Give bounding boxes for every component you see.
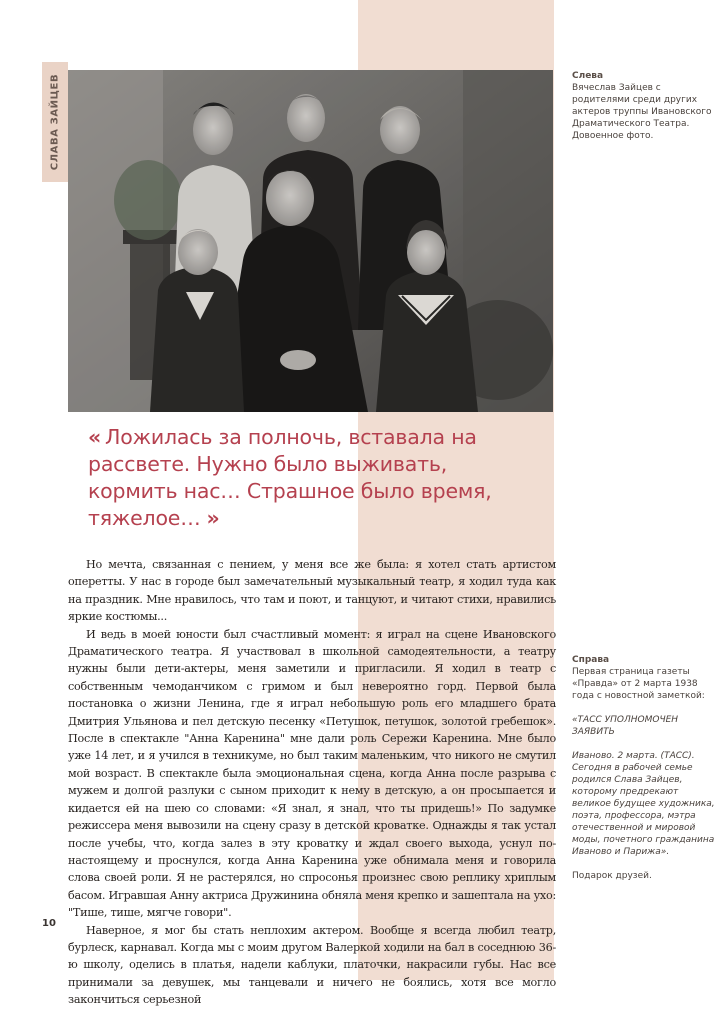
caption-right-footer: Подарок друзей. <box>572 871 652 881</box>
caption-right-quote-title: «ТАСС УПОЛНОМОЧЕН ЗАЯВИТЬ <box>572 715 679 737</box>
caption-left <box>572 70 720 142</box>
family-photo <box>68 70 553 412</box>
section-tab-label: СЛАВА ЗАЙЦЕВ <box>49 73 61 171</box>
caption-left-heading: Слева <box>572 71 604 81</box>
family-photo-image <box>68 70 553 412</box>
quote-text: Ложилась за полночь, вставала на рассвете. Нужно было выживать, кормить нас… Страшное было время, тяжелое… <box>88 425 492 530</box>
page-number: 10 <box>42 918 56 929</box>
body-paragraph-1: Но мечта, связанная с пением, у меня все же была: я хотел стать артистом оперетты. У нас в городе был замечательный музыкальный театр, я ходил туда как на праздник. Мне нравилось, что там и поют, и танцуют, и читают стихи, нравились яркие костюмы... <box>68 558 556 624</box>
quote-close-mark: » <box>206 506 220 530</box>
pull-quote <box>88 424 528 532</box>
caption-right <box>572 654 720 882</box>
caption-right-text: Первая страница газеты «Правда» от 2 марта 1938 года с новостной заметкой: <box>572 667 705 701</box>
quote-open-mark: « <box>88 425 102 449</box>
section-tab <box>42 62 68 182</box>
caption-right-quote-body: Иваново. 2 марта. (ТАСС). Сегодня в рабочей семье родился Слава Зайцев, которому предрекают великое будущее художника, поэта, профессора, мэтра отечественной и мировой моды, почетного гражданина Иваново и Парижа». <box>572 751 715 857</box>
body-paragraph-3: Наверное, я мог бы стать неплохим актером. Вообще я всегда любил театр, бурлеск, карнавал. Когда мы с моим другом Валеркой ходили на бал в соседнюю 36-ю школу, оделись в платья, надели каблуки, платочки, накрасили губы. Нас все принимали за девушек, мы танцевали и ничего не боялись, хотя все могло закончиться серьезной <box>68 923 556 1007</box>
caption-left-text: Вячеслав Зайцев с родителями среди других актеров труппы Ивановского Драматического Театра. Довоенное фото. <box>572 83 712 141</box>
caption-right-heading: Справа <box>572 655 610 665</box>
article-body <box>68 556 556 1009</box>
body-paragraph-2: И ведь в моей юности был счастливый момент: я играл на сцене Ивановского Драматического театра. Я участвовал в школьной самодеятельности, а театру нужны были дети-актеры, меня заметили и пригласили. Я ходил в театр с собственным чемоданчиком с гримом и был невероятно горд. Первой была постановка о жизни Ленина, где я играл небольшую роль его младшего брата Дмитрия Ульянова и пел детскую песенку «Петушок, петушок, золотой гребешок». После в спектакле "Анна Каренина" мне дали роль Сережи Каренина. Мне было уже 14 лет, и я учился в техникуме, но был таким маленьким, что никого не смутил мой возраст. В спектакле была эмоциональная сцена, когда Анна после разрыва с мужем и долгой разлуки с сыном приходит к нему в детскую, а он просыпается и кидается ей на шею со словами: «Я знал, я знал, что ты придешь!» По задумке режиссера меня вывозили на сцену сразу в детской кроватке. Однажды я так устал после учебы, что, когда залез в эту кроватку и ждал своего выхода, уснул по-настоящему и проснулся, когда Анна Каренина уже обнимала меня и говорила слова своей роли. Я не растерялся, но спросонья произнес свою реплику хриплым басом. Игравшая Анну актриса Дружинина обняла меня крепко и зашептала на ухо: "Тише, тише, мягче говори". <box>68 627 556 920</box>
